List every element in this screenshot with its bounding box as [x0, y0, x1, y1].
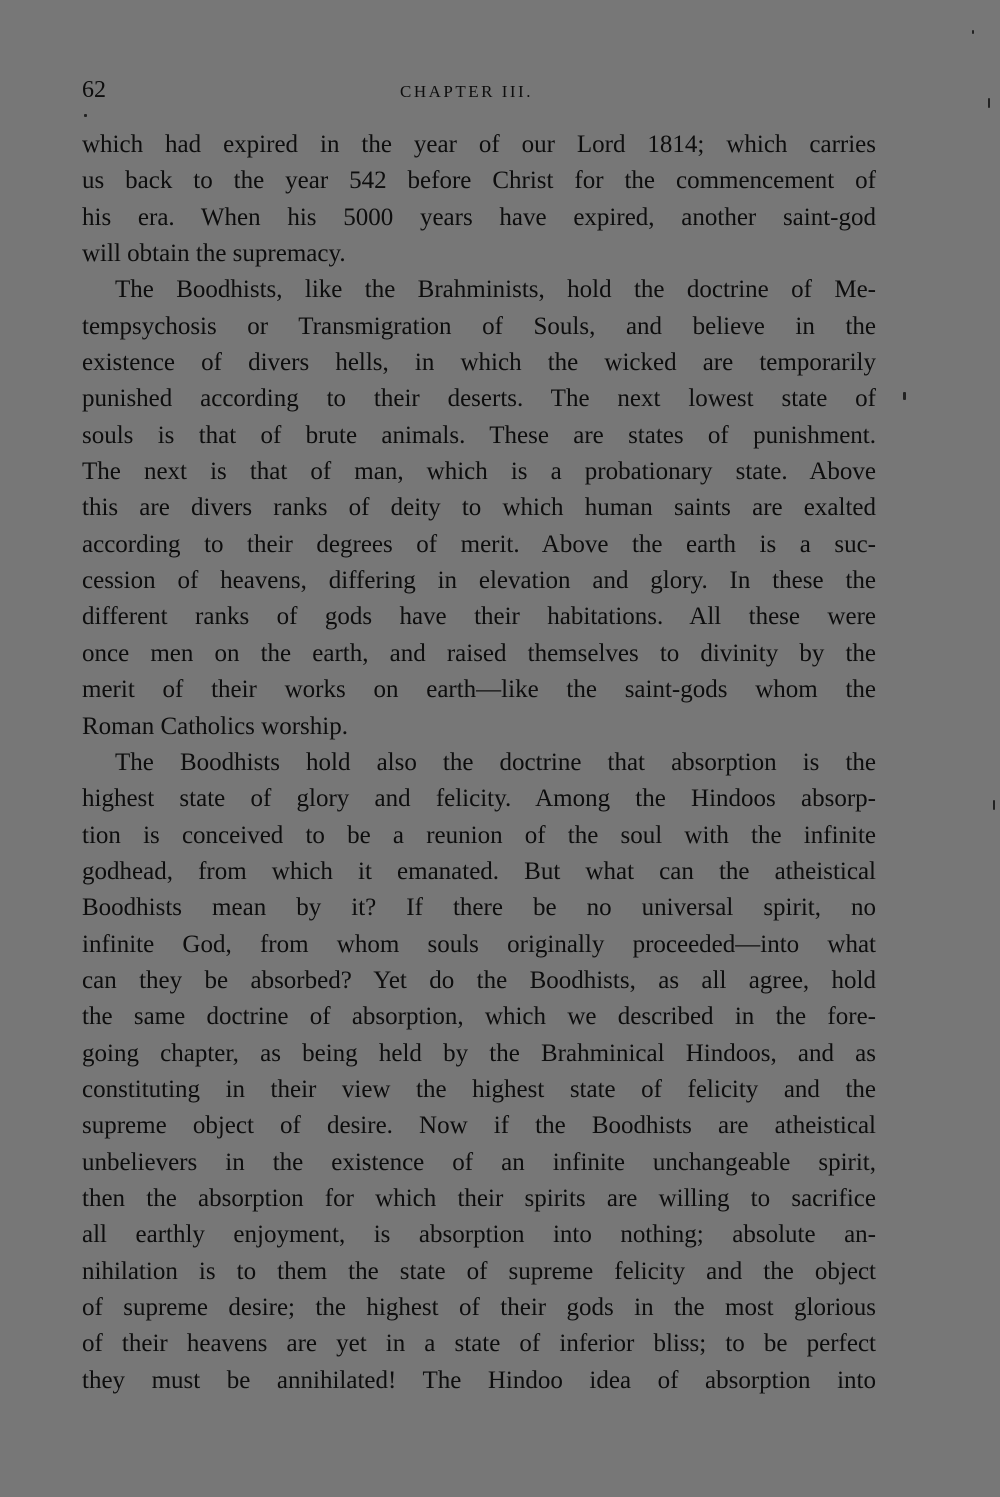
- scan-speck: [988, 98, 990, 108]
- page-number: 62: [82, 77, 106, 103]
- text-line: tempsychosis or Transmigration of Souls, and believe in the: [82, 312, 876, 340]
- scan-speck: [993, 800, 995, 810]
- text-line: once men on the earth, and raised themselves to divinity by the: [82, 639, 876, 667]
- text-line: can they be absorbed? Yet do the Boodhists, as all agree, hold: [82, 966, 876, 994]
- text-line: will obtain the supremacy.: [82, 240, 346, 268]
- text-line: then the absorption for which their spirits are willing to sacrifice: [82, 1184, 876, 1212]
- text-line: merit of their works on earth—like the saint-gods whom the: [82, 676, 876, 704]
- text-line: Roman Catholics worship.: [82, 712, 348, 740]
- text-line: his era. When his 5000 years have expired, another saint-god: [82, 203, 876, 231]
- running-head: [82, 72, 882, 108]
- text-line: according to their degrees of merit. Above the earth is a suc-: [82, 530, 876, 558]
- chapter-title: CHAPTER III.: [400, 82, 533, 101]
- text-line: going chapter, as being held by the Brahminical Hindoos, and as: [82, 1039, 876, 1067]
- scan-speck: [84, 114, 87, 117]
- text-line: they must be annihilated! The Hindoo idea of absorption into: [82, 1366, 876, 1394]
- text-line: cession of heavens, differing in elevation and glory. In these the: [82, 567, 876, 595]
- text-line: The next is that of man, which is a probationary state. Above: [82, 458, 876, 486]
- text-line: us back to the year 542 before Christ for the commencement of: [82, 167, 876, 195]
- text-line: supreme object of desire. Now if the Boodhists are atheistical: [82, 1112, 876, 1140]
- text-line: nihilation is to them the state of supreme felicity and the object: [82, 1257, 876, 1285]
- text-line: all earthly enjoyment, is absorption into nothing; absolute an-: [82, 1221, 876, 1249]
- text-line: godhead, from which it emanated. But what can the atheistical: [82, 857, 876, 885]
- text-line: of supreme desire; the highest of their gods in the most glorious: [82, 1294, 876, 1321]
- text-line: of their heavens are yet in a state of inferior bliss; to be perfect: [82, 1330, 876, 1358]
- text-line: this are divers ranks of deity to which human saints are exalted: [82, 494, 876, 522]
- text-line: tion is conceived to be a reunion of the soul with the infinite: [82, 821, 876, 849]
- text-line: constituting in their view the highest state of felicity and the: [82, 1075, 876, 1103]
- text-line: infinite God, from whom souls originally proceeded—into what: [82, 930, 876, 958]
- body-text: [82, 127, 876, 1399]
- text-line: which had expired in the year of our Lord 1814; which carries: [82, 131, 876, 158]
- text-line: different ranks of gods have their habitations. All these were: [82, 603, 876, 631]
- text-line: existence of divers hells, in which the wicked are temporarily: [82, 349, 876, 377]
- text-line: highest state of glory and felicity. Among the Hindoos absorp-: [82, 785, 876, 813]
- text-line: unbelievers in the existence of an infinite unchangeable spirit,: [82, 1148, 876, 1176]
- text-line: Boodhists mean by it? If there be no universal spirit, no: [82, 894, 876, 922]
- text-line: punished according to their deserts. The next lowest state of: [82, 385, 876, 413]
- scan-speck: [972, 30, 974, 34]
- text-line: the same doctrine of absorption, which we described in the fore-: [82, 1003, 876, 1031]
- text-line: The Boodhists, like the Brahminists, hold the doctrine of Me-: [115, 276, 876, 304]
- scan-speck: [903, 392, 906, 400]
- text-line: souls is that of brute animals. These are states of punishment.: [82, 421, 876, 449]
- text-line: The Boodhists hold also the doctrine that absorption is the: [115, 748, 876, 776]
